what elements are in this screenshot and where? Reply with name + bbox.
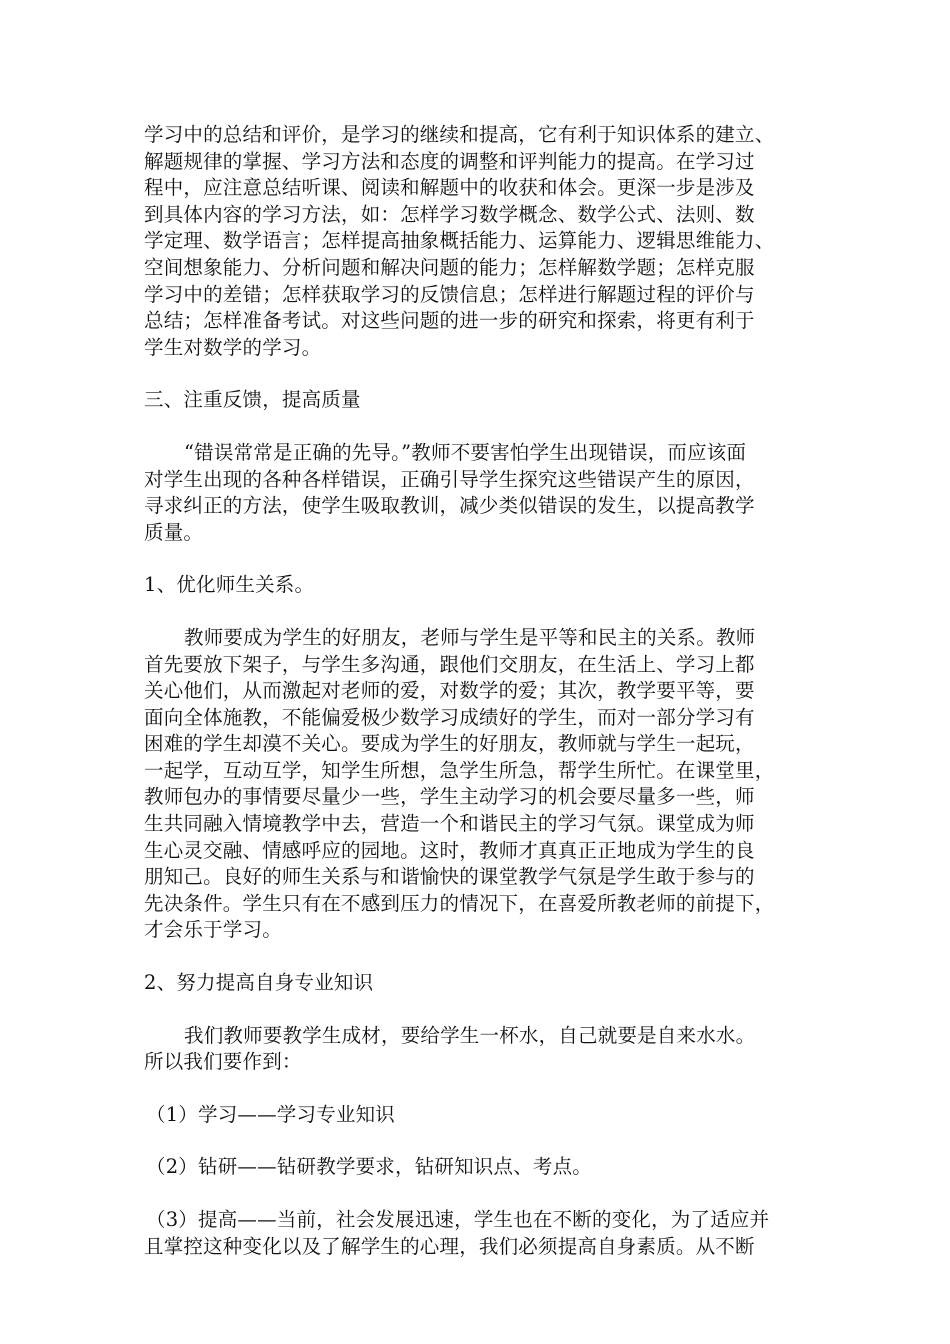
subheading-2 — [144, 970, 804, 997]
text-line: （1）学习——学习专业知识 — [146, 1102, 396, 1126]
text-line: 学习中的总结和评价，是学习的继续和提高，它有利于知识体系的建立、 — [144, 123, 775, 146]
paragraph-errors — [144, 440, 804, 546]
text-line: 所以我们要作到： — [144, 1050, 302, 1074]
heading-text: 1、优化师生关系。 — [144, 573, 315, 597]
text-line: 解题规律的掌握、学习方法和态度的调整和评判能力的提高。在学习过 — [144, 149, 755, 173]
text-line: 学生对数学的学习。 — [144, 335, 322, 359]
list-item-2 — [144, 1154, 804, 1181]
list-item-1 — [144, 1102, 804, 1129]
text-line: “错误常常是正确的先导。”教师不要害怕学生出现错误，而应该面 — [184, 440, 747, 464]
paragraph-summary-evaluation — [144, 122, 804, 361]
paragraph-self-knowledge — [144, 1023, 804, 1076]
text-line: 我们教师要教学生成材，要给学生一杯水，自己就要是自来水水。 — [184, 1023, 756, 1047]
text-line: 空间想象能力、分析问题和解决问题的能力；怎样解数学题；怎样克服 — [144, 255, 755, 279]
text-line: 生共同融入情境教学中去，营造一个和谐民主的学习气氛。课堂成为师 — [144, 812, 755, 836]
paragraph-teacher-student — [144, 625, 804, 944]
text-line: 才会乐于学习。 — [144, 918, 282, 942]
text-line: 教师包办的事情要尽量少一些，学生主动学习的机会要尽量多一些，师 — [144, 785, 755, 809]
section-heading-3 — [144, 387, 804, 414]
text-line: 程中，应注意总结听课、阅读和解题中的收获和体会。更深一步是涉及 — [144, 176, 755, 200]
heading-text: 2、努力提高自身专业知识 — [144, 971, 374, 995]
text-line: 且掌控这种变化以及了解学生的心理，我们必须提高自身素质。从不断 — [144, 1234, 755, 1258]
list-item-3 — [144, 1207, 804, 1260]
text-line: 质量。 — [144, 520, 204, 544]
text-line: 寻求纠正的方法，使学生吸取教训，减少类似错误的发生，以提高教学 — [144, 494, 755, 518]
text-line: 生心灵交融、情感呼应的园地。这时，教师才真真正正地成为学生的良 — [144, 838, 755, 862]
text-line: 学习中的差错；怎样获取学习的反馈信息；怎样进行解题过程的评价与 — [144, 282, 755, 306]
text-line: 关心他们，从而激起对老师的爱，对数学的爱；其次，教学要平等，要 — [144, 679, 755, 703]
text-line: 教师要成为学生的好朋友，老师与学生是平等和民主的关系。教师 — [184, 625, 756, 649]
text-line: 先决条件。学生只有在不感到压力的情况下，在喜爱所教老师的前提下， — [144, 891, 775, 915]
text-line: 总结；怎样准备考试。对这些问题的进一步的研究和探索，将更有利于 — [144, 309, 755, 333]
text-line: 朋知己。良好的师生关系与和谐愉快的课堂教学气氛是学生敢于参与的 — [144, 865, 755, 889]
text-line: （3）提高——当前，社会发展迅速，学生也在不断的变化，为了适应并 — [146, 1208, 770, 1231]
text-line: 一起学，互动互学，知学生所想，急学生所急，帮学生所忙。在课堂里， — [144, 758, 775, 782]
text-line: 学定理、数学语言；怎样提高抽象概括能力、运算能力、逻辑思维能力、 — [144, 229, 775, 253]
heading-text: 三、注重反馈，提高质量 — [144, 388, 361, 412]
text-line: 困难的学生却漠不关心。要成为学生的好朋友，教师就与学生一起玩， — [144, 732, 755, 756]
document-body — [144, 122, 804, 1260]
text-line: 对学生出现的各种各样错误，正确引导学生探究这些错误产生的原因， — [144, 467, 755, 491]
text-line: （2）钻研——钻研教学要求，钻研知识点、考点。 — [146, 1155, 593, 1179]
text-line: 面向全体施教，不能偏爱极少数学习成绩好的学生，而对一部分学习有 — [144, 705, 755, 729]
text-line: 首先要放下架子，与学生多沟通，跟他们交朋友，在生活上、学习上都 — [144, 652, 755, 676]
text-line: 到具体内容的学习方法，如：怎样学习数学概念、数学公式、法则、数 — [144, 202, 755, 226]
subheading-1 — [144, 572, 804, 599]
